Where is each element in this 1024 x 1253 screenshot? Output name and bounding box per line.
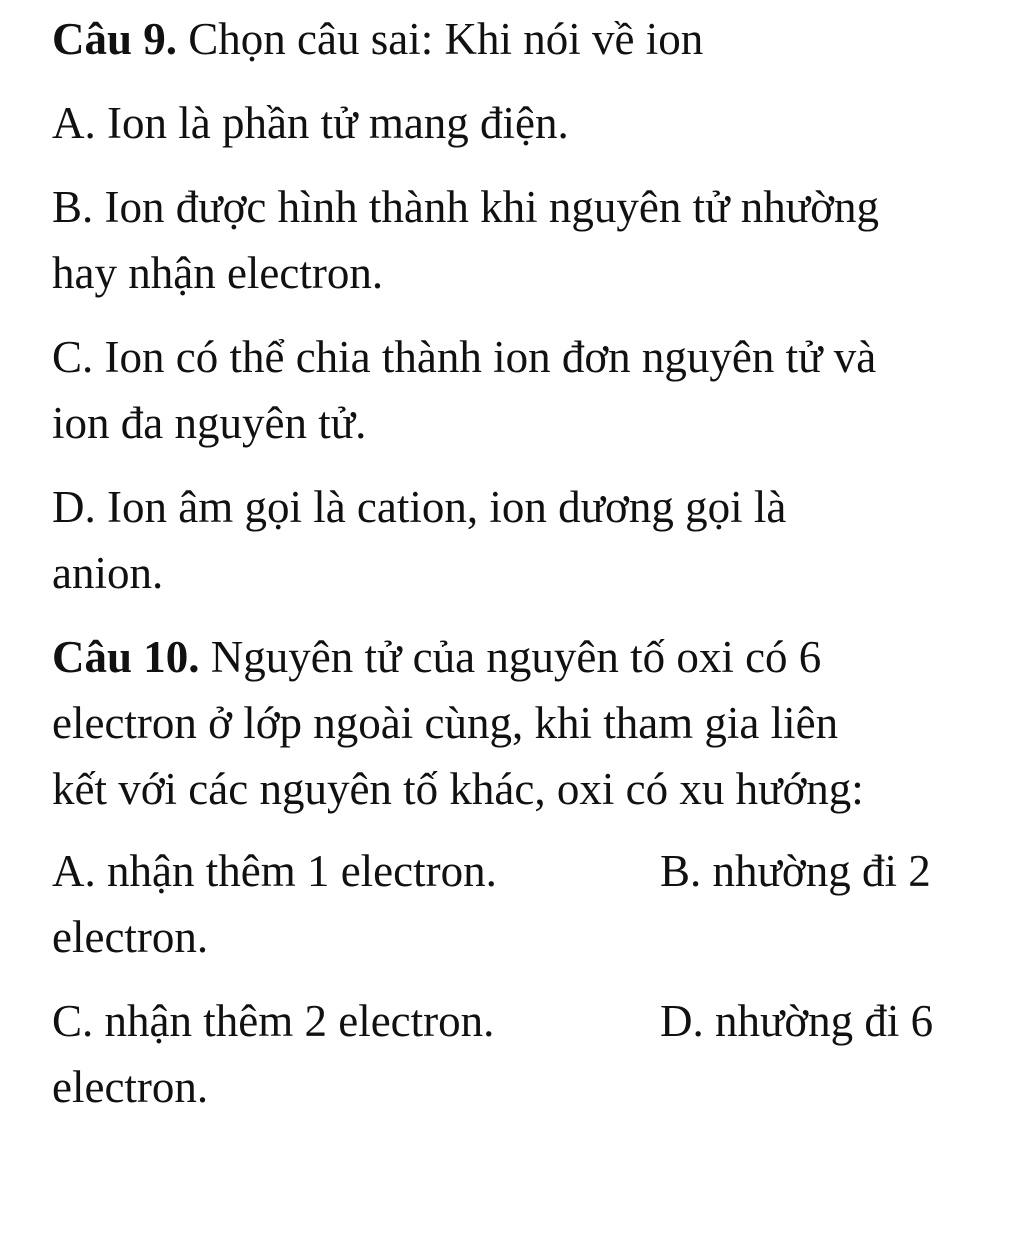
question-10-text-line1: Nguyên tử của nguyên tố oxi có 6 <box>199 632 822 682</box>
q9-option-a-text: A. Ion là phần tử mang điện. <box>52 98 569 148</box>
q9-option-b <box>52 174 1002 306</box>
q10-option-a: A. nhận thêm 1 electron. <box>52 846 497 896</box>
q10-option-c: C. nhận thêm 2 electron. <box>52 996 495 1046</box>
question-9-label: Câu 9. <box>52 14 178 64</box>
q10-option-b-continuation: electron. <box>52 912 209 962</box>
q10-option-d: D. nhường đi 6 <box>660 996 934 1046</box>
q10-options-row-1 <box>52 838 1002 970</box>
q9-option-c <box>52 324 1002 456</box>
q9-option-d <box>52 474 1002 606</box>
q9-option-c-line1: C. Ion có thể chia thành ion đơn nguyên tử và <box>52 332 877 382</box>
q9-option-d-line1: D. Ion âm gọi là cation, ion dương gọi là <box>52 482 787 532</box>
question-9 <box>52 6 1002 606</box>
question-10-label: Câu 10. <box>52 632 200 682</box>
q10-option-b: B. nhường đi 2 <box>660 846 931 896</box>
question-10 <box>52 624 1002 1120</box>
question-10-stem <box>52 624 1002 822</box>
q10-options-row-2 <box>52 988 1002 1120</box>
q9-option-a <box>52 90 1002 156</box>
worksheet-page <box>52 6 1002 1138</box>
q9-option-d-line2: anion. <box>52 548 164 598</box>
q9-option-c-line2: ion đa nguyên tử. <box>52 398 367 448</box>
q9-option-b-line2: hay nhận electron. <box>52 248 384 298</box>
question-10-text-line2: electron ở lớp ngoài cùng, khi tham gia liên <box>52 698 839 748</box>
question-9-stem <box>52 6 1002 72</box>
q10-option-d-continuation: electron. <box>52 1062 209 1112</box>
q9-option-b-line1: B. Ion được hình thành khi nguyên tử nhường <box>52 182 879 232</box>
question-10-text-line3: kết với các nguyên tố khác, oxi có xu hướng: <box>52 764 864 814</box>
question-9-text: Chọn câu sai: Khi nói về ion <box>177 14 704 64</box>
